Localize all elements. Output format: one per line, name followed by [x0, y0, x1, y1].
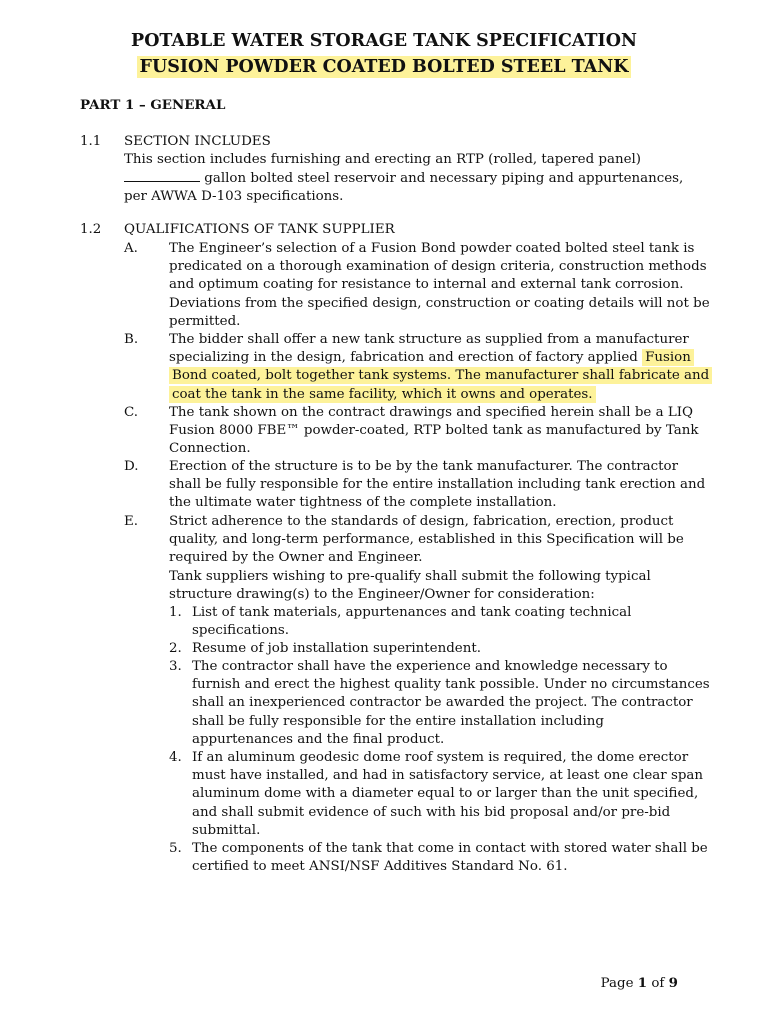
list-marker: 5. [169, 841, 182, 856]
paragraph-line: the ultimate water tightness of the complete installation. [169, 495, 557, 511]
paragraph-line: This section includes furnishing and erecting an RTP (rolled, tapered panel) [124, 152, 642, 168]
paragraph-line: quality, and long-term performance, established in this Specification will be [169, 532, 684, 548]
list-item: If an aluminum geodesic dome roof system is required, the dome erector must have installed, and had in satisfactory service, at least one clear span aluminum dome with a diameter equal to or larger than the unit specified, and shall submit evidence of such with his bid proposal and/or pre-bid submittal. [192, 750, 704, 838]
item-marker-e: E. [124, 514, 139, 529]
highlighted-text: coat the tank in the same facility, which it owns and operates. [169, 386, 596, 403]
highlighted-text: Bond coated, bolt together tank systems. The manufacturer shall fabricate and [169, 367, 712, 384]
list-item: Resume of job installation superintendent. [192, 641, 481, 656]
part-heading: PART 1 – GENERAL [80, 97, 226, 113]
paragraph-line: per AWWA D-103 specifications. [124, 188, 344, 204]
paragraph-line: Tank suppliers wishing to pre-qualify shall submit the following typical [169, 568, 651, 584]
fill-in-blank [124, 169, 200, 182]
paragraph-line: Connection. [169, 441, 251, 457]
paragraph-line: specializing in the design, fabrication and erection of factory applied Fusion [169, 349, 712, 367]
item-a [169, 240, 710, 331]
item-marker-b: B. [124, 332, 139, 347]
paragraph-line: predicated on a thorough examination of design criteria, construction methods [169, 259, 707, 275]
section-1-1 [124, 133, 683, 206]
list-marker: 2. [169, 641, 182, 656]
page-number: Page 1 of 9 [600, 975, 678, 991]
paragraph-line: and optimum coating for resistance to internal and external tank corrosion. [169, 277, 684, 293]
paragraph-line: structure drawing(s) to the Engineer/Owner for consideration: [169, 586, 595, 602]
paragraph-line: The bidder shall offer a new tank structure as supplied from a manufacturer [169, 332, 689, 347]
section-number-1-2: 1.2 [80, 222, 102, 237]
paragraph-line [169, 367, 712, 385]
item-marker-c: C. [124, 405, 139, 420]
item-marker-a: A. [124, 241, 138, 256]
section-title: SECTION INCLUDES [124, 134, 271, 149]
list-item: The contractor shall have the experience and knowledge necessary to furnish and erect the highest quality tank possible. Under no circumstances shall an inexperienced contractor be awarded the project. The contractor shall be fully responsible for the entire installation including appurtenances and the final product. [192, 659, 710, 747]
paragraph-line: Deviations from the specified design, construction or coating details will not be [169, 295, 710, 311]
paragraph-line [169, 386, 712, 404]
item-c [169, 404, 698, 459]
list-marker: 4. [169, 750, 182, 765]
page-subtitle [0, 57, 768, 77]
highlighted-text: Fusion [642, 349, 694, 366]
item-e [169, 513, 684, 604]
page-title: POTABLE WATER STORAGE TANK SPECIFICATION [131, 31, 637, 51]
paragraph-line: gallon bolted steel reservoir and necessary piping and appurtenances, [124, 169, 683, 187]
paragraph-line: The Engineer’s selection of a Fusion Bond powder coated bolted steel tank is [169, 241, 695, 256]
list-item: List of tank materials, appurtenances and tank coating technical specifications. [192, 605, 632, 639]
paragraph-line: Fusion 8000 FBE™ powder-coated, RTP bolted tank as manufactured by Tank [169, 423, 699, 439]
list-item: The components of the tank that come in contact with stored water shall be certified to meet ANSI/NSF Additives Standard No. 61. [192, 841, 708, 875]
list-marker: 3. [169, 659, 182, 674]
paragraph-line: The tank shown on the contract drawings and specified herein shall be a LIQ [169, 405, 694, 420]
paragraph-line: permitted. [169, 313, 241, 329]
section-title: QUALIFICATIONS OF TANK SUPPLIER [124, 222, 395, 237]
item-marker-d: D. [124, 459, 139, 474]
highlighted-subtitle: FUSION POWDER COATED BOLTED STEEL TANK [137, 56, 632, 78]
item-d [169, 458, 705, 513]
list-marker: 1. [169, 605, 182, 620]
paragraph-line: Strict adherence to the standards of design, fabrication, erection, product [169, 514, 674, 529]
paragraph-line: required by the Owner and Engineer. [169, 550, 423, 566]
paragraph-line: Erection of the structure is to be by the tank manufacturer. The contractor [169, 459, 679, 474]
paragraph-line: shall be fully responsible for the entire installation including tank erection and [169, 477, 706, 493]
item-b [169, 331, 712, 404]
section-number-1-1: 1.1 [80, 134, 102, 149]
